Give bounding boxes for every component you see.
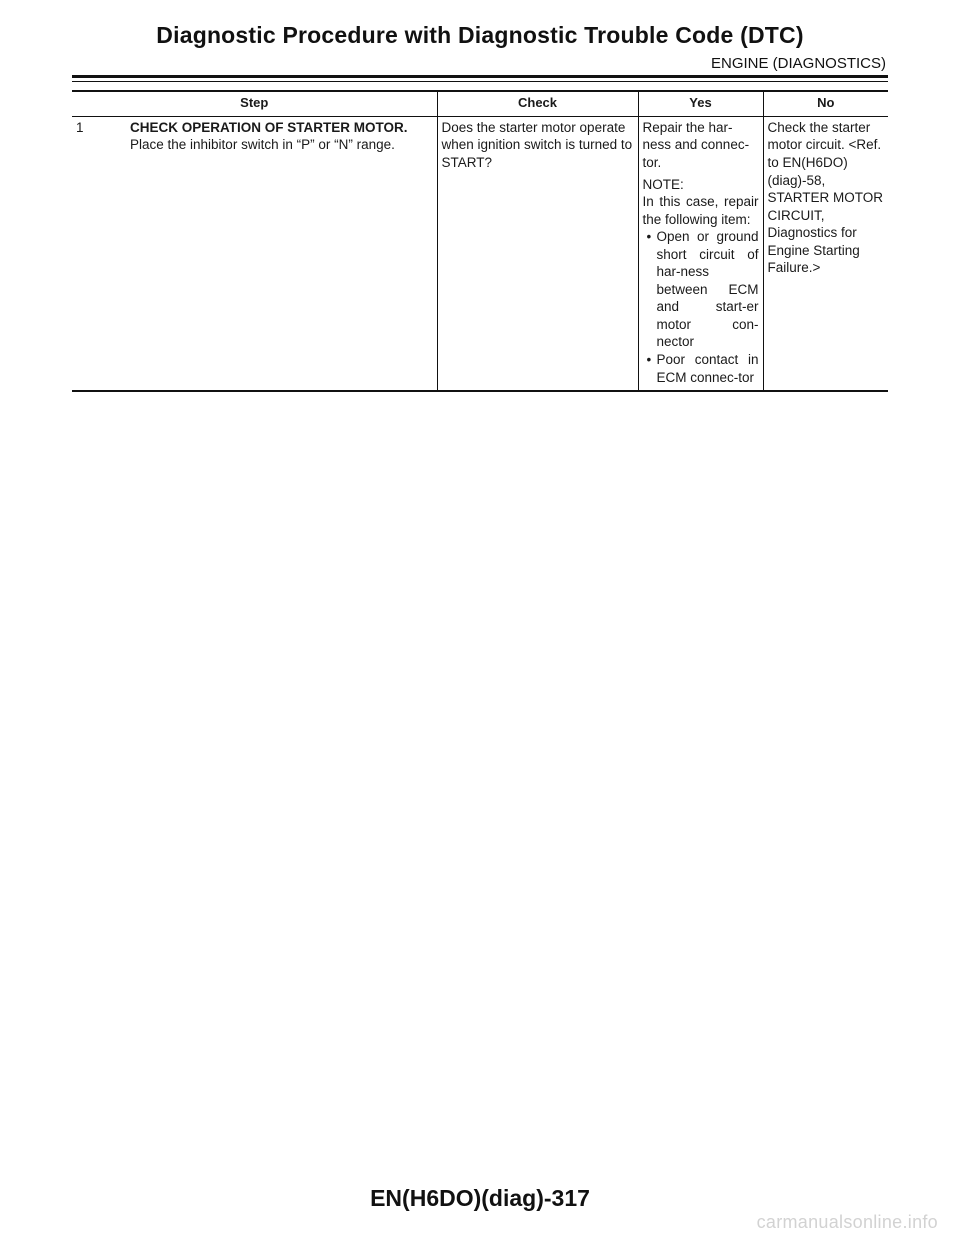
step-number: 1 <box>76 119 84 135</box>
note-bullet <box>643 351 759 386</box>
bullet-icon: • <box>646 229 652 245</box>
page-id: EN(H6DO)(diag)-317 <box>370 1185 590 1211</box>
table-row <box>72 116 888 391</box>
step-detail: Place the inhibitor switch in “P” or “N” range. <box>130 137 395 153</box>
header-rule <box>72 75 888 78</box>
page-title: Diagnostic Procedure with Diagnostic Trouble Code (DTC) <box>156 22 804 48</box>
header-check: Check <box>437 91 638 116</box>
step-cell <box>72 116 437 391</box>
bullet-icon: • <box>646 352 652 367</box>
header-step: Step <box>72 91 437 116</box>
bullet-text: Poor contact in ECM connec-tor <box>656 352 759 385</box>
table-header-row <box>72 91 888 116</box>
bullet-text: Open or ground short circuit of har-ness between ECM and start-er motor con-nector <box>656 229 759 350</box>
note-bullet <box>643 228 759 351</box>
diagnostic-table <box>72 90 888 392</box>
check-cell <box>437 116 638 391</box>
section-label: ENGINE (DIAGNOSTICS) <box>710 55 886 72</box>
step-body <box>130 119 430 154</box>
header-rule-thin <box>72 81 888 82</box>
note-label: NOTE: <box>642 176 684 192</box>
watermark: carmanualsonline.info <box>756 1212 938 1232</box>
no-cell <box>763 116 888 391</box>
note-text: In this case, repair the following item: <box>642 194 759 227</box>
check-question: Does the starter motor operate when ignition switch is turned to START? <box>441 119 633 170</box>
yes-action: Repair the har-ness and connec-tor. <box>642 119 750 170</box>
step-title: CHECK OPERATION OF STARTER MOTOR. <box>130 119 408 135</box>
header-yes: Yes <box>638 91 763 116</box>
header-no: No <box>763 91 888 116</box>
yes-cell <box>638 116 763 391</box>
no-action: Check the starter motor circuit. <Ref. to EN(H6DO)(diag)-58, STARTER MOTOR CIRCUIT, Diagnostics for Engine Starting Failure.> <box>767 119 884 276</box>
